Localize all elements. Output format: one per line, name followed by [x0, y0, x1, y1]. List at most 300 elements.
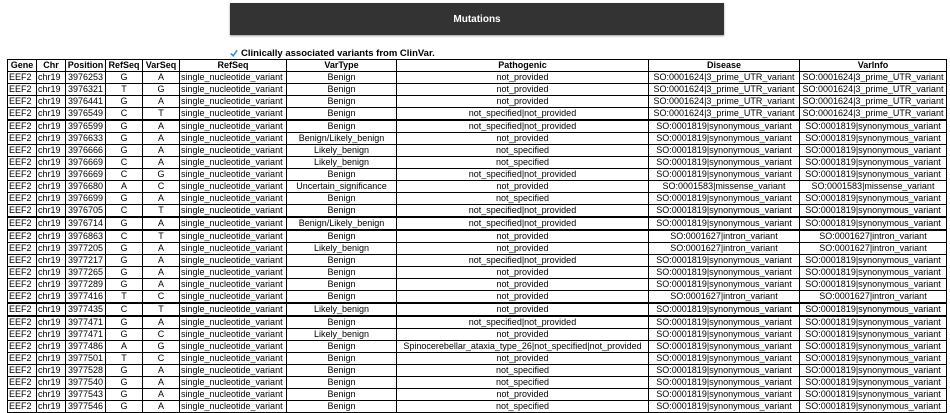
cell-varinfo: SO:0001819|synonymous_variant	[800, 217, 947, 230]
cell-chr: chr19	[37, 157, 66, 169]
cell-disease: SO:0001819|synonymous_variant	[649, 389, 800, 401]
cell-disease: SO:0001819|synonymous_variant	[649, 279, 800, 291]
cell-varinfo: SO:0001819|synonymous_variant	[800, 329, 947, 341]
cell-varinfo: SO:0001627|intron_variant	[800, 243, 947, 255]
cell-vartype: Benign	[287, 120, 397, 133]
check-icon	[230, 49, 238, 57]
cell-gene: EEF2	[8, 217, 37, 230]
cell-pathogenic: not_provided	[397, 230, 649, 243]
cell-disease: SO:0001819|synonymous_variant	[649, 377, 800, 389]
cell-vartype: Benign	[287, 377, 397, 389]
cell-position: 3977486	[66, 341, 106, 353]
cell-refseq: G	[106, 243, 143, 255]
cell-pathogenic: not_specified|not_provided	[397, 169, 649, 181]
cell-varinfo: SO:0001819|synonymous_variant	[800, 401, 947, 413]
cell-disease: SO:0001627|intron_variant	[649, 243, 800, 255]
table-row	[8, 389, 947, 401]
cell-gene: EEF2	[8, 145, 37, 157]
cell-position: 3977528	[66, 365, 106, 377]
cell-pathogenic: not_specified	[397, 157, 649, 169]
cell-pathogenic: not_provided	[397, 353, 649, 365]
cell-refseq: G	[106, 329, 143, 341]
cell-gene: EEF2	[8, 267, 37, 279]
cell-vartype: Likely_benign	[287, 157, 397, 169]
cell-vartype: Benign	[287, 169, 397, 181]
cell-position: 3976441	[66, 96, 106, 108]
cell-gene: EEF2	[8, 84, 37, 96]
cell-varinfo: SO:0001624|3_prime_UTR_variant	[800, 108, 947, 121]
cell-varinfo: SO:0001819|synonymous_variant	[800, 365, 947, 377]
cell-disease: SO:0001819|synonymous_variant	[649, 217, 800, 230]
cell-pathogenic: not_provided	[397, 279, 649, 291]
cell-varinfo: SO:0001819|synonymous_variant	[800, 316, 947, 329]
cell-position: 3976699	[66, 193, 106, 205]
cell-gene: EEF2	[8, 169, 37, 181]
cell-varseq: A	[143, 120, 180, 133]
cell-pathogenic: not_specified|not_provided	[397, 255, 649, 267]
cell-refseq-type: single_nucleotide_variant	[180, 108, 287, 121]
cell-varinfo: SO:0001819|synonymous_variant	[800, 267, 947, 279]
cell-varseq: A	[143, 96, 180, 108]
cell-varinfo: SO:0001627|intron_variant	[800, 230, 947, 243]
cell-position: 3976599	[66, 120, 106, 133]
cell-chr: chr19	[37, 120, 66, 133]
col-disease: Disease	[649, 60, 800, 72]
cell-disease: SO:0001624|3_prime_UTR_variant	[649, 96, 800, 108]
cell-position: 3977289	[66, 279, 106, 291]
cell-gene: EEF2	[8, 157, 37, 169]
cell-chr: chr19	[37, 230, 66, 243]
cell-position: 3977546	[66, 401, 106, 413]
cell-refseq-type: single_nucleotide_variant	[180, 205, 287, 218]
cell-pathogenic: not_provided	[397, 267, 649, 279]
cell-varseq: A	[143, 133, 180, 145]
cell-gene: EEF2	[8, 279, 37, 291]
cell-gene: EEF2	[8, 108, 37, 121]
col-refseq: RefSeq	[106, 60, 143, 72]
cell-vartype: Benign	[287, 401, 397, 413]
cell-vartype: Benign	[287, 291, 397, 304]
cell-chr: chr19	[37, 279, 66, 291]
cell-varseq: T	[143, 205, 180, 218]
cell-pathogenic: not_specified|not_provided	[397, 108, 649, 121]
cell-refseq-type: single_nucleotide_variant	[180, 230, 287, 243]
cell-disease: SO:0001819|synonymous_variant	[649, 133, 800, 145]
cell-chr: chr19	[37, 353, 66, 365]
cell-disease: SO:0001819|synonymous_variant	[649, 303, 800, 316]
col-varseq: VarSeq	[143, 60, 180, 72]
cell-refseq-type: single_nucleotide_variant	[180, 401, 287, 413]
cell-pathogenic: not_specified	[397, 145, 649, 157]
cell-disease: SO:0001819|synonymous_variant	[649, 120, 800, 133]
cell-chr: chr19	[37, 341, 66, 353]
cell-vartype: Benign	[287, 108, 397, 121]
cell-position: 3976680	[66, 181, 106, 193]
cell-gene: EEF2	[8, 193, 37, 205]
cell-vartype: Benign	[287, 365, 397, 377]
cell-disease: SO:0001819|synonymous_variant	[649, 255, 800, 267]
cell-varinfo: SO:0001624|3_prime_UTR_variant	[800, 72, 947, 84]
cell-varseq: A	[143, 255, 180, 267]
cell-vartype: Benign/Likely_benign	[287, 133, 397, 145]
clinvar-notice	[230, 47, 435, 59]
cell-pathogenic: not_provided	[397, 96, 649, 108]
cell-varinfo: SO:0001819|synonymous_variant	[800, 255, 947, 267]
cell-varseq: A	[143, 401, 180, 413]
cell-varinfo: SO:0001819|synonymous_variant	[800, 377, 947, 389]
cell-chr: chr19	[37, 84, 66, 96]
cell-refseq-type: single_nucleotide_variant	[180, 255, 287, 267]
cell-pathogenic: not_provided	[397, 389, 649, 401]
cell-varseq: G	[143, 341, 180, 353]
mutations-table	[7, 59, 947, 413]
cell-refseq: G	[106, 365, 143, 377]
cell-refseq: G	[106, 133, 143, 145]
cell-gene: EEF2	[8, 291, 37, 304]
table-row	[8, 84, 947, 96]
cell-varseq: A	[143, 193, 180, 205]
cell-vartype: Benign	[287, 316, 397, 329]
table-row	[8, 291, 947, 304]
cell-gene: EEF2	[8, 230, 37, 243]
cell-pathogenic: not_specified|not_provided	[397, 205, 649, 218]
col-gene: Gene	[8, 60, 37, 72]
cell-disease: SO:0001583|missense_variant	[649, 181, 800, 193]
table-row	[8, 230, 947, 243]
cell-varinfo: SO:0001819|synonymous_variant	[800, 133, 947, 145]
cell-position: 3977265	[66, 267, 106, 279]
table-row	[8, 316, 947, 329]
cell-varseq: C	[143, 353, 180, 365]
cell-varinfo: SO:0001624|3_prime_UTR_variant	[800, 96, 947, 108]
cell-chr: chr19	[37, 133, 66, 145]
cell-vartype: Benign	[287, 84, 397, 96]
cell-position: 3976669	[66, 157, 106, 169]
cell-vartype: Benign	[287, 72, 397, 84]
cell-gene: EEF2	[8, 365, 37, 377]
page-title: Mutations	[453, 13, 501, 25]
cell-vartype: Benign	[287, 230, 397, 243]
cell-disease: SO:0001819|synonymous_variant	[649, 329, 800, 341]
cell-varseq: A	[143, 72, 180, 84]
cell-position: 3976321	[66, 84, 106, 96]
cell-refseq: G	[106, 377, 143, 389]
table-row	[8, 365, 947, 377]
col-pathogenic: Pathogenic	[397, 60, 649, 72]
cell-refseq: C	[106, 303, 143, 316]
table-row	[8, 353, 947, 365]
cell-chr: chr19	[37, 108, 66, 121]
cell-refseq-type: single_nucleotide_variant	[180, 145, 287, 157]
cell-vartype: Likely_benign	[287, 303, 397, 316]
col-position: Position	[66, 60, 106, 72]
cell-pathogenic: not_provided	[397, 133, 649, 145]
cell-varinfo: SO:0001819|synonymous_variant	[800, 169, 947, 181]
cell-vartype: Benign	[287, 205, 397, 218]
cell-refseq-type: single_nucleotide_variant	[180, 279, 287, 291]
cell-disease: SO:0001819|synonymous_variant	[649, 401, 800, 413]
cell-position: 3977501	[66, 353, 106, 365]
table-row	[8, 205, 947, 218]
table-row	[8, 181, 947, 193]
cell-refseq: G	[106, 316, 143, 329]
cell-pathogenic: not_specified	[397, 193, 649, 205]
cell-refseq: G	[106, 145, 143, 157]
cell-pathogenic: Spinocerebellar_ataxia_type_26|not_specified|not_provided	[397, 341, 649, 353]
cell-gene: EEF2	[8, 133, 37, 145]
cell-varseq: A	[143, 279, 180, 291]
cell-gene: EEF2	[8, 389, 37, 401]
cell-refseq-type: single_nucleotide_variant	[180, 193, 287, 205]
cell-gene: EEF2	[8, 377, 37, 389]
cell-position: 3976666	[66, 145, 106, 157]
cell-varinfo: SO:0001624|3_prime_UTR_variant	[800, 84, 947, 96]
cell-refseq-type: single_nucleotide_variant	[180, 291, 287, 304]
cell-refseq: T	[106, 84, 143, 96]
cell-pathogenic: not_provided	[397, 72, 649, 84]
cell-pathogenic: not_specified|not_provided	[397, 217, 649, 230]
cell-refseq-type: single_nucleotide_variant	[180, 267, 287, 279]
table-row	[8, 169, 947, 181]
cell-gene: EEF2	[8, 181, 37, 193]
cell-varinfo: SO:0001583|missense_variant	[800, 181, 947, 193]
cell-pathogenic: not_provided	[397, 329, 649, 341]
cell-vartype: Benign	[287, 193, 397, 205]
col-varinfo: VarInfo	[800, 60, 947, 72]
cell-pathogenic: not_specified	[397, 401, 649, 413]
cell-varseq: G	[143, 169, 180, 181]
cell-gene: EEF2	[8, 120, 37, 133]
cell-position: 3977205	[66, 243, 106, 255]
cell-position: 3976253	[66, 72, 106, 84]
cell-vartype: Likely_benign	[287, 329, 397, 341]
cell-chr: chr19	[37, 329, 66, 341]
cell-refseq: A	[106, 341, 143, 353]
cell-position: 3977217	[66, 255, 106, 267]
table-row	[8, 72, 947, 84]
mutations-header	[230, 3, 724, 35]
cell-position: 3976705	[66, 205, 106, 218]
table-row	[8, 120, 947, 133]
cell-disease: SO:0001819|synonymous_variant	[649, 316, 800, 329]
cell-varseq: C	[143, 291, 180, 304]
cell-gene: EEF2	[8, 96, 37, 108]
cell-disease: SO:0001624|3_prime_UTR_variant	[649, 108, 800, 121]
table-row	[8, 267, 947, 279]
cell-position: 3977471	[66, 329, 106, 341]
cell-refseq: C	[106, 230, 143, 243]
table-row	[8, 157, 947, 169]
cell-pathogenic: not_specified|not_provided	[397, 120, 649, 133]
table-row	[8, 329, 947, 341]
cell-chr: chr19	[37, 267, 66, 279]
cell-refseq-type: single_nucleotide_variant	[180, 133, 287, 145]
cell-pathogenic: not_provided	[397, 243, 649, 255]
cell-chr: chr19	[37, 303, 66, 316]
cell-refseq: G	[106, 193, 143, 205]
cell-varinfo: SO:0001819|synonymous_variant	[800, 120, 947, 133]
cell-refseq-type: single_nucleotide_variant	[180, 96, 287, 108]
cell-refseq: G	[106, 255, 143, 267]
cell-varseq: A	[143, 145, 180, 157]
cell-disease: SO:0001819|synonymous_variant	[649, 205, 800, 218]
cell-refseq-type: single_nucleotide_variant	[180, 353, 287, 365]
cell-refseq-type: single_nucleotide_variant	[180, 169, 287, 181]
cell-pathogenic: not_specified	[397, 365, 649, 377]
cell-varseq: C	[143, 329, 180, 341]
cell-vartype: Benign	[287, 341, 397, 353]
cell-refseq: G	[106, 389, 143, 401]
table-row	[8, 279, 947, 291]
cell-varinfo: SO:0001819|synonymous_variant	[800, 193, 947, 205]
cell-gene: EEF2	[8, 341, 37, 353]
cell-varseq: T	[143, 230, 180, 243]
cell-refseq: C	[106, 157, 143, 169]
cell-varseq: A	[143, 267, 180, 279]
table-row	[8, 255, 947, 267]
table-row	[8, 243, 947, 255]
cell-pathogenic: not_provided	[397, 303, 649, 316]
cell-refseq: G	[106, 279, 143, 291]
cell-refseq-type: single_nucleotide_variant	[180, 329, 287, 341]
cell-vartype: Benign	[287, 255, 397, 267]
cell-position: 3977540	[66, 377, 106, 389]
cell-pathogenic: not_specified	[397, 377, 649, 389]
cell-vartype: Benign	[287, 96, 397, 108]
cell-refseq-type: single_nucleotide_variant	[180, 120, 287, 133]
cell-varinfo: SO:0001819|synonymous_variant	[800, 353, 947, 365]
cell-refseq-type: single_nucleotide_variant	[180, 84, 287, 96]
cell-chr: chr19	[37, 255, 66, 267]
cell-varseq: A	[143, 389, 180, 401]
cell-chr: chr19	[37, 291, 66, 304]
cell-disease: SO:0001627|intron_variant	[649, 230, 800, 243]
cell-chr: chr19	[37, 377, 66, 389]
table-row	[8, 108, 947, 121]
table-header-row	[8, 60, 947, 72]
cell-disease: SO:0001819|synonymous_variant	[649, 169, 800, 181]
cell-chr: chr19	[37, 316, 66, 329]
cell-varinfo: SO:0001819|synonymous_variant	[800, 145, 947, 157]
cell-varinfo: SO:0001819|synonymous_variant	[800, 157, 947, 169]
cell-gene: EEF2	[8, 255, 37, 267]
cell-varseq: A	[143, 365, 180, 377]
cell-gene: EEF2	[8, 243, 37, 255]
cell-refseq: G	[106, 401, 143, 413]
cell-position: 3977435	[66, 303, 106, 316]
table-row	[8, 341, 947, 353]
cell-refseq-type: single_nucleotide_variant	[180, 365, 287, 377]
cell-vartype: Benign	[287, 389, 397, 401]
cell-varinfo: SO:0001819|synonymous_variant	[800, 303, 947, 316]
cell-refseq: T	[106, 353, 143, 365]
cell-refseq: A	[106, 181, 143, 193]
cell-gene: EEF2	[8, 329, 37, 341]
cell-chr: chr19	[37, 217, 66, 230]
cell-pathogenic: not_provided	[397, 291, 649, 304]
cell-varseq: A	[143, 243, 180, 255]
cell-refseq-type: single_nucleotide_variant	[180, 217, 287, 230]
cell-position: 3977416	[66, 291, 106, 304]
cell-gene: EEF2	[8, 316, 37, 329]
cell-chr: chr19	[37, 169, 66, 181]
cell-vartype: Likely_benign	[287, 145, 397, 157]
cell-chr: chr19	[37, 72, 66, 84]
cell-refseq: G	[106, 96, 143, 108]
cell-gene: EEF2	[8, 401, 37, 413]
cell-chr: chr19	[37, 389, 66, 401]
cell-varseq: A	[143, 217, 180, 230]
cell-disease: SO:0001624|3_prime_UTR_variant	[649, 84, 800, 96]
cell-disease: SO:0001627|intron_variant	[649, 291, 800, 304]
cell-refseq-type: single_nucleotide_variant	[180, 389, 287, 401]
cell-position: 3976549	[66, 108, 106, 121]
cell-chr: chr19	[37, 193, 66, 205]
cell-refseq: G	[106, 267, 143, 279]
cell-varinfo: SO:0001819|synonymous_variant	[800, 279, 947, 291]
cell-refseq: C	[106, 205, 143, 218]
cell-refseq-type: single_nucleotide_variant	[180, 157, 287, 169]
cell-pathogenic: not_provided	[397, 181, 649, 193]
col-refseq-type: RefSeq	[180, 60, 287, 72]
cell-refseq: C	[106, 108, 143, 121]
table-row	[8, 193, 947, 205]
cell-refseq-type: single_nucleotide_variant	[180, 243, 287, 255]
cell-disease: SO:0001819|synonymous_variant	[649, 145, 800, 157]
cell-chr: chr19	[37, 401, 66, 413]
cell-disease: SO:0001819|synonymous_variant	[649, 353, 800, 365]
cell-refseq-type: single_nucleotide_variant	[180, 377, 287, 389]
cell-position: 3977471	[66, 316, 106, 329]
cell-disease: SO:0001819|synonymous_variant	[649, 365, 800, 377]
cell-refseq-type: single_nucleotide_variant	[180, 72, 287, 84]
cell-chr: chr19	[37, 181, 66, 193]
cell-varinfo: SO:0001819|synonymous_variant	[800, 341, 947, 353]
cell-vartype: Benign	[287, 353, 397, 365]
cell-position: 3976714	[66, 217, 106, 230]
cell-refseq-type: single_nucleotide_variant	[180, 316, 287, 329]
cell-gene: EEF2	[8, 205, 37, 218]
cell-disease: SO:0001819|synonymous_variant	[649, 341, 800, 353]
cell-refseq-type: single_nucleotide_variant	[180, 181, 287, 193]
cell-vartype: Benign/Likely_benign	[287, 217, 397, 230]
cell-vartype: Benign	[287, 279, 397, 291]
cell-refseq: C	[106, 169, 143, 181]
cell-refseq: T	[106, 291, 143, 304]
cell-disease: SO:0001819|synonymous_variant	[649, 193, 800, 205]
cell-refseq-type: single_nucleotide_variant	[180, 341, 287, 353]
table-row	[8, 145, 947, 157]
cell-varseq: C	[143, 181, 180, 193]
cell-vartype: Uncertain_significance	[287, 181, 397, 193]
cell-position: 3976669	[66, 169, 106, 181]
table-row	[8, 377, 947, 389]
cell-pathogenic: not_provided	[397, 84, 649, 96]
cell-disease: SO:0001819|synonymous_variant	[649, 157, 800, 169]
cell-gene: EEF2	[8, 72, 37, 84]
cell-varinfo: SO:0001819|synonymous_variant	[800, 205, 947, 218]
cell-chr: chr19	[37, 96, 66, 108]
cell-varinfo: SO:0001819|synonymous_variant	[800, 389, 947, 401]
cell-varseq: T	[143, 108, 180, 121]
cell-varseq: A	[143, 316, 180, 329]
col-vartype: VarType	[287, 60, 397, 72]
cell-chr: chr19	[37, 145, 66, 157]
cell-pathogenic: not_specified|not_provided	[397, 316, 649, 329]
cell-vartype: Likely_benign	[287, 243, 397, 255]
cell-vartype: Benign	[287, 267, 397, 279]
table-row	[8, 401, 947, 413]
